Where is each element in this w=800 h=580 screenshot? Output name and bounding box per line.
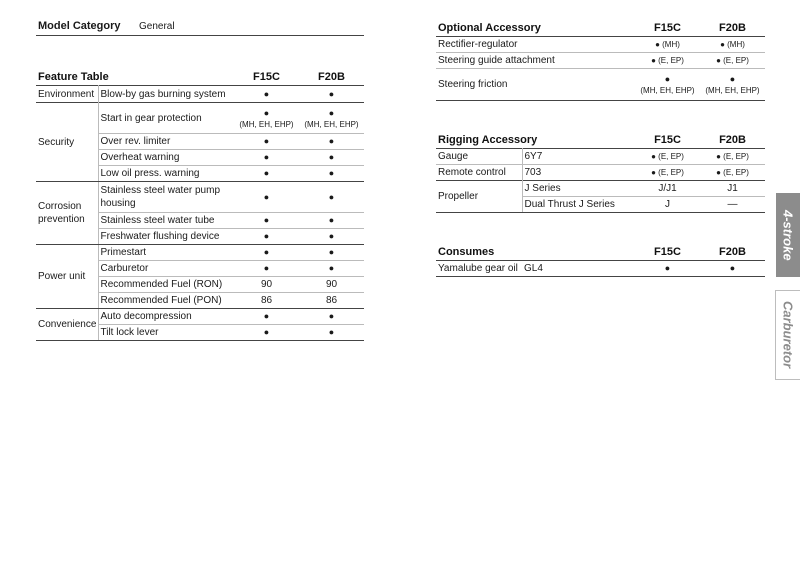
- consumes-header: [436, 241, 765, 261]
- f15c-value: ●: [263, 311, 270, 321]
- feature-name: Tilt lock lever: [98, 325, 234, 341]
- f15c-value: 86: [260, 295, 273, 306]
- accessory-code: Dual Thrust J Series: [522, 197, 635, 213]
- rigging-accessory-table: [436, 129, 765, 213]
- f20b-value: ●: [328, 327, 335, 337]
- f20b-note: (MH, EH, EHP): [705, 86, 760, 95]
- f15c-value: ● (E, EP): [651, 151, 684, 161]
- f15c-note: (MH, EH, EHP): [239, 119, 294, 129]
- accessory-name: Steering guide attachment: [438, 55, 555, 66]
- f15c-value: ●: [263, 107, 270, 118]
- feature-table-title: Feature Table: [38, 71, 109, 83]
- feature-name: Blow-by gas burning system: [98, 86, 234, 103]
- accessory-name: Remote control: [438, 167, 506, 178]
- f20b-value: ●: [328, 191, 335, 202]
- f15c-note: (MH, EH, EHP): [640, 86, 695, 95]
- f15c-value: ●: [263, 231, 270, 241]
- f20b-value: ● (E, EP): [716, 167, 749, 177]
- group-label-power-unit: Power unit: [36, 245, 98, 309]
- f15c-value: ●: [263, 136, 270, 146]
- feature-name: Carburetor: [98, 261, 234, 277]
- f20b-value: ●: [729, 263, 736, 273]
- consumable-code: GL4: [524, 263, 543, 274]
- feature-name: Recommended Fuel (RON): [98, 277, 234, 293]
- side-tab-4-stroke[interactable]: [776, 193, 800, 277]
- f15c-value: ● (E, EP): [651, 55, 684, 65]
- col-header-f20b: F20B: [719, 22, 746, 34]
- col-header-f15c: F15C: [253, 71, 280, 83]
- table-row: [436, 53, 765, 69]
- feature-name: Auto decompression: [98, 309, 234, 325]
- model-category-label: Model Category: [38, 20, 121, 32]
- side-tab-carburetor-label: Carburetor: [780, 301, 796, 369]
- accessory-code: J Series: [522, 181, 635, 197]
- feature-name: Low oil press. warning: [98, 166, 234, 182]
- side-tab-carburetor[interactable]: [775, 290, 800, 380]
- f20b-value: J1: [727, 183, 738, 194]
- feature-name: Start in gear protection: [98, 103, 234, 134]
- table-row: [36, 103, 364, 134]
- f15c-value: ●: [263, 247, 270, 257]
- feature-name: Primestart: [98, 245, 234, 261]
- col-header-f15c: F15C: [654, 22, 681, 34]
- f20b-value: ●: [729, 74, 736, 84]
- f20b-value: ● (E, EP): [716, 55, 749, 65]
- f20b-value: ● (MH): [720, 39, 745, 49]
- rigging-accessory-title: Rigging Accessory: [438, 134, 538, 146]
- f20b-value: ●: [328, 311, 335, 321]
- f20b-value: —: [727, 199, 738, 210]
- optional-accessory-table: [436, 17, 765, 101]
- f20b-value: ●: [328, 88, 335, 99]
- optional-accessory-header: [436, 17, 765, 37]
- table-row: [36, 309, 364, 325]
- feature-name: Stainless steel water tube: [98, 213, 234, 229]
- f20b-value: ●: [328, 136, 335, 146]
- f15c-value: J/J1: [658, 183, 677, 194]
- f20b-value: 86: [325, 295, 338, 306]
- f20b-value: ●: [328, 107, 335, 118]
- table-row: [36, 245, 364, 261]
- accessory-code: 6Y7: [522, 149, 635, 165]
- consumes-table: [436, 241, 765, 277]
- f15c-value: ●: [664, 263, 671, 273]
- table-row: [436, 261, 765, 277]
- table-row: [436, 181, 765, 197]
- f20b-value: ●: [328, 263, 335, 273]
- group-label-corrosion-prevention: Corrosion prevention: [36, 182, 98, 245]
- group-label-convenience: Convenience: [36, 309, 98, 341]
- consumes-title: Consumes: [438, 246, 495, 258]
- f15c-value: ●: [263, 152, 270, 162]
- f15c-value: ●: [664, 74, 671, 84]
- table-row: [436, 37, 765, 53]
- col-header-f20b: F20B: [719, 246, 746, 258]
- feature-name: Over rev. limiter: [98, 134, 234, 150]
- f20b-value: ●: [328, 215, 335, 225]
- table-row: [36, 86, 364, 103]
- f15c-value: ●: [263, 327, 270, 337]
- model-category-value: General: [139, 21, 175, 32]
- f15c-value: ●: [263, 215, 270, 225]
- rigging-accessory-header: [436, 129, 765, 149]
- accessory-code: 703: [522, 165, 635, 181]
- f15c-value: ●: [263, 191, 270, 202]
- feature-name: Overheat warning: [98, 150, 234, 166]
- f15c-value: ● (MH): [655, 39, 680, 49]
- f20b-note: (MH, EH, EHP): [304, 119, 359, 129]
- f15c-value: ●: [263, 88, 270, 99]
- group-label-security: Security: [36, 103, 98, 182]
- model-category: [36, 18, 364, 36]
- group-label-environment: Environment: [38, 88, 95, 100]
- feature-table: [36, 66, 364, 341]
- feature-table-header: [36, 66, 364, 86]
- col-header-f20b: F20B: [719, 134, 746, 146]
- f20b-value: ●: [328, 152, 335, 162]
- table-row: [436, 165, 765, 181]
- feature-name: Stainless steel water pump housing: [98, 182, 234, 213]
- accessory-name: Rectifier-regulator: [438, 39, 518, 50]
- f20b-value: ●: [328, 247, 335, 257]
- accessory-name: Gauge: [438, 151, 469, 162]
- f15c-value: ●: [263, 263, 270, 273]
- f20b-value: ●: [328, 231, 335, 241]
- f20b-value: ●: [328, 168, 335, 178]
- f15c-value: J: [665, 199, 671, 210]
- consumable-name: Yamalube gear oil: [438, 263, 518, 274]
- accessory-name: Propeller: [436, 181, 522, 213]
- table-row: [436, 69, 765, 101]
- accessory-name: Steering friction: [438, 79, 508, 90]
- side-tab-4-stroke-label: 4-stroke: [780, 209, 796, 261]
- feature-name: Freshwater flushing device: [98, 229, 234, 245]
- f15c-value: ●: [263, 168, 270, 178]
- f15c-value: ● (E, EP): [651, 167, 684, 177]
- f20b-value: ● (E, EP): [716, 151, 749, 161]
- col-header-f20b: F20B: [318, 71, 345, 83]
- col-header-f15c: F15C: [654, 246, 681, 258]
- f20b-value: 90: [325, 279, 338, 290]
- f15c-value: 90: [260, 279, 273, 290]
- optional-accessory-title: Optional Accessory: [438, 22, 541, 34]
- col-header-f15c: F15C: [654, 134, 681, 146]
- table-row: [436, 149, 765, 165]
- table-row: [36, 182, 364, 213]
- feature-name: Recommended Fuel (PON): [98, 293, 234, 309]
